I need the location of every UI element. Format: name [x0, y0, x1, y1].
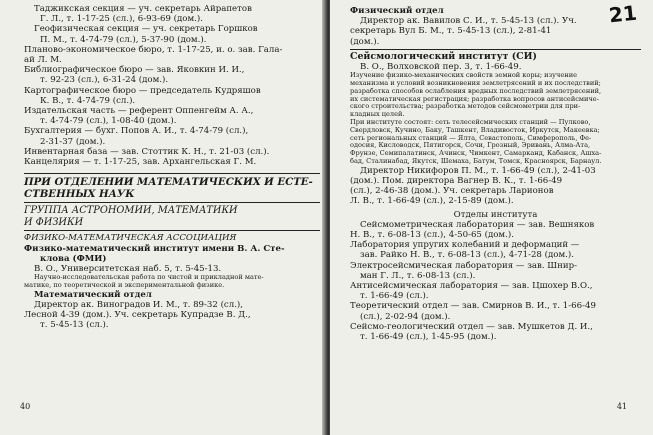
- math-dept-entries: [24, 300, 320, 331]
- math-dept-line: т. 5-45-13 (сл.).: [40, 320, 109, 331]
- directory-entry-line: Канцелярия — т. 1-17-25, зав. Архангельская Г. М.: [24, 157, 257, 168]
- right-page: [330, 0, 653, 435]
- dept-entry-line: (сл.), 2-02-94 (дом.).: [360, 311, 451, 322]
- depts-heading: Отделы института: [453, 209, 538, 220]
- group-rule: [24, 230, 320, 231]
- section-rule-bottom: [24, 202, 320, 203]
- group-heading-line-2: И ФИЗИКИ: [24, 216, 84, 228]
- directory-entry-line: Таджикская секция — уч. секретарь Айрапетов: [34, 4, 252, 14]
- math-dept-line: Директор ак. Виноградов И. М., т. 89-32 (сл.),: [34, 300, 244, 311]
- left-top-entries: [24, 4, 320, 167]
- seismo-stations: [350, 119, 641, 166]
- depts-entries: [350, 220, 641, 342]
- page-number-left: 40: [20, 402, 31, 411]
- directory-entry-line: Планово-экономическое бюро, т. 1-17-25, и. о. зав. Гала-: [24, 44, 283, 55]
- institute-name-line-2: клова (ФМИ): [40, 253, 107, 264]
- seismo-address: В. О., Волховской пер. 3, т. 1-66-49.: [360, 62, 522, 73]
- dept-entry-line: зав. Райко Н. В., т. 6-08-13 (сл.), 4-71-28 (дом.).: [360, 250, 574, 261]
- dept-entry-line: Теоретический отдел — зав. Смирнов В. И., т. 1-66-49: [350, 301, 596, 312]
- seismo-station-line: При институте состоят: сеть телесейсмических станций — Пулково,: [350, 118, 591, 126]
- dept-entry-line: Сейсмо-геологический отдел — зав. Мушкетов Д. И.,: [350, 321, 593, 332]
- math-dept-line: Лесной 4-39 (дом.). Уч. секретарь Купрадзе В. Д.,: [24, 310, 251, 321]
- page-number-right: 41: [616, 402, 627, 411]
- seismo-desc-line: механизма и условий возникновения землетрясений и их последствий;: [350, 79, 601, 88]
- seismo-rule: [350, 49, 641, 50]
- phys-dept-line: секретарь Вул Б. М., т. 5-45-13 (сл.), 2-81-41: [350, 26, 552, 37]
- seismo-station-line: бад, Сталинабад, Якутск, Шемаха, Батум, Томск, Красноярск, Барнаул.: [350, 156, 602, 165]
- directory-entry-line: т. 92-23 (сл.), 6-31-24 (дом.).: [40, 75, 169, 86]
- directory-entry-line: ай Л. М.: [24, 55, 62, 66]
- seismo-desc-line: Изучение физико-механических свойств земной коры; изучение: [350, 71, 577, 80]
- directory-entry-line: Геофизическая секция — уч. секретарь Горшков: [34, 24, 258, 35]
- dept-entry-line: ман Г. Л., т. 6-08-13 (сл.).: [360, 270, 476, 281]
- directory-entry-line: Библиографическое бюро — зав. Яковкин И. И.,: [24, 65, 245, 76]
- section-heading-line-2: СТВЕННЫХ НАУК: [24, 188, 135, 201]
- math-dept-heading: Математический отдел: [34, 289, 152, 300]
- dept-entry-line: Антисейсмическая лаборатория — зав. Цшохер В.О.,: [350, 281, 593, 292]
- seismo-heading: Сейсмологический институт (СИ): [350, 50, 537, 62]
- seismo-desc-line: кладных целей.: [350, 110, 405, 119]
- directory-entry-line: Бухгалтерия — бухг. Попов А. И., т. 4-74-79 (сл.),: [24, 126, 249, 137]
- directory-entry-line: Издательская часть — референт Оппенгейм А. А.,: [24, 106, 254, 117]
- association-heading: ФИЗИКО-МАТЕМАТИЧЕСКАЯ АССОЦИАЦИЯ: [24, 233, 237, 244]
- seismo-station-line: Фрунзе, Семипалатинск, Ачинск, Чимкент, Самарканд, Кабанск, Ашха-: [350, 149, 602, 158]
- seismo-station-line: сеть региональных станций — Ялта, Севастополь, Симферополь, Фе-: [350, 133, 592, 142]
- phys-dept-entries: [350, 16, 641, 47]
- institute-address: В. О., Университетская наб. 5, т. 5-45-13.: [34, 264, 222, 275]
- seismo-station-line: одосия, Кисловодск, Пятигорск, Сочи, Грозный, Эривань, Алма-Ата,: [350, 141, 591, 150]
- directory-entry-line: П. М., т. 4-74-79 (сл.), 5-37-90 (дом.).: [40, 34, 207, 45]
- directory-entry-line: 2-31-37 (дом.).: [40, 136, 106, 147]
- seismo-director-entries: [350, 166, 641, 207]
- institute-desc-line-2: матике, по теоретической и экспериментальной физике.: [24, 281, 225, 290]
- seismo-station-line: Свердловск, Кучино, Баку, Ташкент, Владивосток, Иркутск, Макеевка;: [350, 125, 600, 134]
- phys-dept-line: (дом.).: [350, 36, 380, 47]
- seismo-description: [350, 72, 641, 119]
- seismo-director-line: (дом.). Пом. директора Вагнер В. К., т. 1-66-49: [350, 175, 563, 186]
- dept-entry-line: Лаборатория упругих колебаний и деформаций —: [350, 240, 580, 251]
- institute-desc-line-1: Научно-исследовательская работа по чистой и прикладной мате-: [34, 273, 264, 282]
- dept-entry-line: Н. В., т. 6-08-13 (сл.), 4-50-65 (дом.).: [350, 230, 514, 240]
- directory-entry-line: Картографическое бюро — председатель Кудряшов: [24, 85, 261, 96]
- handwritten-number: 21: [607, 0, 639, 28]
- directory-entry-line: К. В., т. 4-74-79 (сл.).: [40, 95, 136, 106]
- dept-entry-line: Сейсмометрическая лаборатория — зав. Вешняков: [360, 219, 595, 230]
- phys-dept-heading: Физический отдел: [350, 6, 444, 16]
- section-heading-line-1: ПРИ ОТДЕЛЕНИИ МАТЕМАТИЧЕСКИХ И ЕСТЕ-: [24, 176, 313, 189]
- institute-name-line-1: Физико-математический институт имени В. А. Сте-: [24, 243, 285, 254]
- left-page: [0, 0, 326, 435]
- dept-entry-line: т. 1-66-49 (сл.), 1-45-95 (дом.).: [360, 332, 497, 343]
- seismo-director-line: Директор Никифоров П. М., т. 1-66-49 (сл.), 2-41-03: [360, 165, 596, 176]
- seismo-desc-line: их систематическая регистрация; разработка вопросов антисейсмиче-: [350, 94, 599, 103]
- group-heading-line-1: ГРУППА АСТРОНОМИИ, МАТЕМАТИКИ: [24, 205, 238, 217]
- dept-entry-line: Электросейсмическая лаборатория — зав. Шнир-: [350, 260, 577, 271]
- section-rule-top: [24, 173, 320, 174]
- seismo-director-line: (сл.), 2-46-38 (дом.). Уч. секретарь Ларионов: [350, 186, 554, 197]
- seismo-desc-line: ского строительства; разработка методов сейсмометрии для при-: [350, 102, 581, 111]
- phys-dept-line: Директор ак. Вавилов С. И., т. 5-45-13 (сл.). Уч.: [360, 16, 577, 27]
- directory-entry-line: Г. Л., т. 1-17-25 (сл.), 6-93-69 (дом.).: [40, 14, 203, 25]
- directory-entry-line: Инвентарная база — зав. Стоттик К. Н., т. 21-03 (сл.).: [24, 146, 270, 157]
- directory-entry-line: т. 4-74-79 (сл.), 1-08-40 (дом.).: [40, 116, 177, 127]
- seismo-desc-line: разработка способов ослабления вредных последствий землетрясений,: [350, 86, 602, 95]
- seismo-director-line: Л. В., т. 1-66-49 (сл.), 2-15-89 (дом.).: [350, 196, 514, 207]
- dept-entry-line: т. 1-66-49 (сл.).: [360, 291, 429, 302]
